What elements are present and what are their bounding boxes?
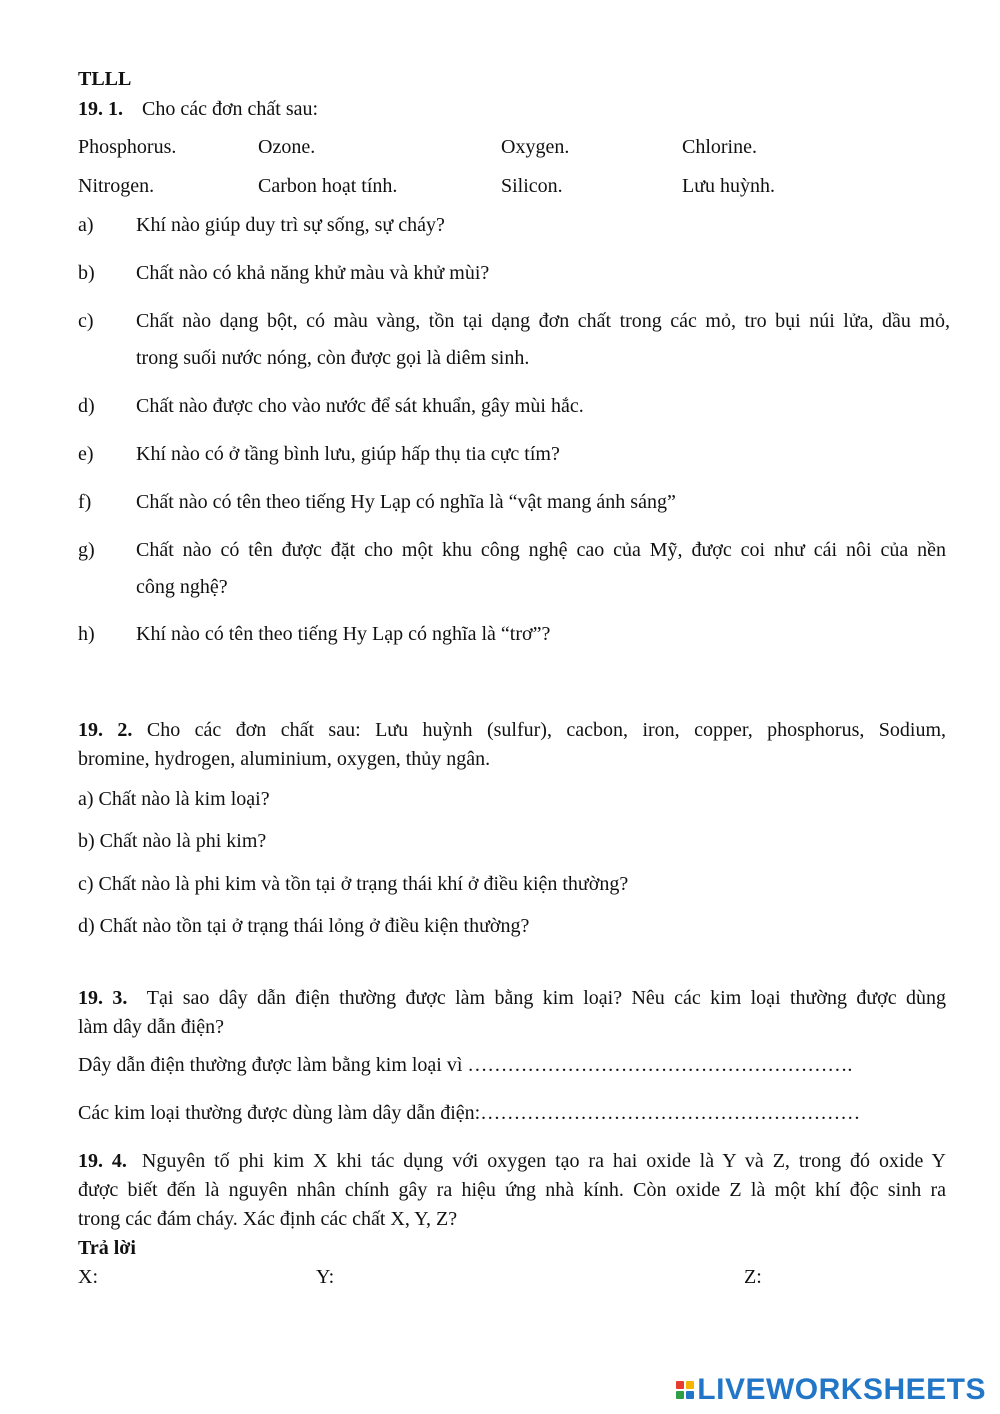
logo-text: LIVEWORKSHEETS [697,1373,986,1406]
item-text: Chất nào có tên theo tiếng Hy Lạp có nghĩa là “vật mang ánh sáng” [136,491,676,513]
answer-x-label[interactable]: X: [78,1266,98,1288]
item-label: c) [78,310,94,332]
answer-heading: Trả lời [78,1237,136,1259]
item-label: a) [78,214,94,236]
item-text: d) Chất nào tồn tại ở trạng thái lỏng ở điều kiện thường? [78,915,530,937]
item-text: c) Chất nào là phi kim và tồn tại ở trạng thái khí ở điều kiện thường? [78,873,629,895]
liveworksheets-logo [676,1373,986,1407]
question-19-3 [78,986,946,1010]
logo-square [686,1391,694,1399]
question-number: 19. 3. [78,987,128,1009]
question-text-continued: làm dây dẫn điện? [78,1016,225,1038]
item-text: Khí nào có tên theo tiếng Hy Lạp có nghĩa là “trơ”? [136,623,551,645]
logo-grid-icon [676,1381,694,1399]
answer-line[interactable]: Các kim loại thường được dùng làm dây dẫn điện:………………………………………………… [78,1102,861,1124]
substance: Oxygen. [501,136,570,158]
page-heading: TLLL [78,68,132,90]
question-19-1-header [78,97,318,121]
substance: Ozone. [258,136,316,158]
substance: Chlorine. [682,136,757,158]
substance: Lưu huỳnh. [682,175,776,197]
question-text: Tại sao dây dẫn điện thường được làm bằng kim loại? Nêu các kim loại thường được dùng [146,987,947,1009]
question-number: 19. 1. [78,98,123,120]
item-label: f) [78,491,92,513]
item-text: Khí nào giúp duy trì sự sống, sự cháy? [136,214,445,236]
question-19-2-intro [78,718,946,742]
item-text: Chất nào có khả năng khử màu và khử mùi? [136,262,490,284]
question-19-4 [78,1149,946,1173]
item-text: Khí nào có ở tầng bình lưu, giúp hấp thụ tia cực tím? [136,443,560,465]
answer-y-label[interactable]: Y: [316,1266,335,1288]
item-text: Chất nào có tên được đặt cho một khu công nghệ cao của Mỹ, được coi như cái nôi của nền [136,539,946,561]
item-label: e) [78,443,94,465]
question-intro-continued: bromine, hydrogen, aluminium, oxygen, thủy ngân. [78,748,491,770]
substance: Carbon hoạt tính. [258,175,398,197]
question-text-continued: trong các đám cháy. Xác định các chất X, Y, Z? [78,1208,458,1230]
item-text-continued: trong suối nước nóng, còn được gọi là diêm sinh. [136,347,530,369]
item-label: d) [78,395,95,417]
item-text: Chất nào được cho vào nước để sát khuẩn, gây mùi hắc. [136,395,584,417]
substance: Nitrogen. [78,175,155,197]
item-text-continued: công nghệ? [136,576,228,598]
question-text-continued: được biết đến là nguyên nhân chính gây ra hiệu ứng nhà kính. Còn oxide Z là một khí độc sinh ra [78,1179,946,1201]
item-text: Chất nào dạng bột, có màu vàng, tồn tại dạng đơn chất trong các mỏ, tro bụi núi lửa, dầu mỏ, [136,310,950,332]
question-intro: Cho các đơn chất sau: Lưu huỳnh (sulfur), cacbon, iron, copper, phosphorus, Sodium, [146,719,947,741]
logo-square [686,1381,694,1389]
question-text: Nguyên tố phi kim X khi tác dụng với oxygen tạo ra hai oxide là Y và Z, trong đó oxide Y [141,1150,947,1172]
answer-line[interactable]: Dây dẫn điện thường được làm bằng kim loại vì …………………………………………………. [78,1054,853,1076]
item-text: b) Chất nào là phi kim? [78,830,267,852]
substance: Silicon. [501,175,563,197]
item-label: g) [78,539,95,561]
item-text: a) Chất nào là kim loại? [78,788,270,810]
item-label: b) [78,262,95,284]
answer-z-label[interactable]: Z: [744,1266,762,1288]
logo-square [676,1391,684,1399]
item-label: h) [78,623,95,645]
substance: Phosphorus. [78,136,177,158]
logo-square [676,1381,684,1389]
question-number: 19. 2. [78,719,133,741]
question-number: 19. 4. [78,1150,127,1172]
question-intro: Cho các đơn chất sau: [142,98,319,120]
